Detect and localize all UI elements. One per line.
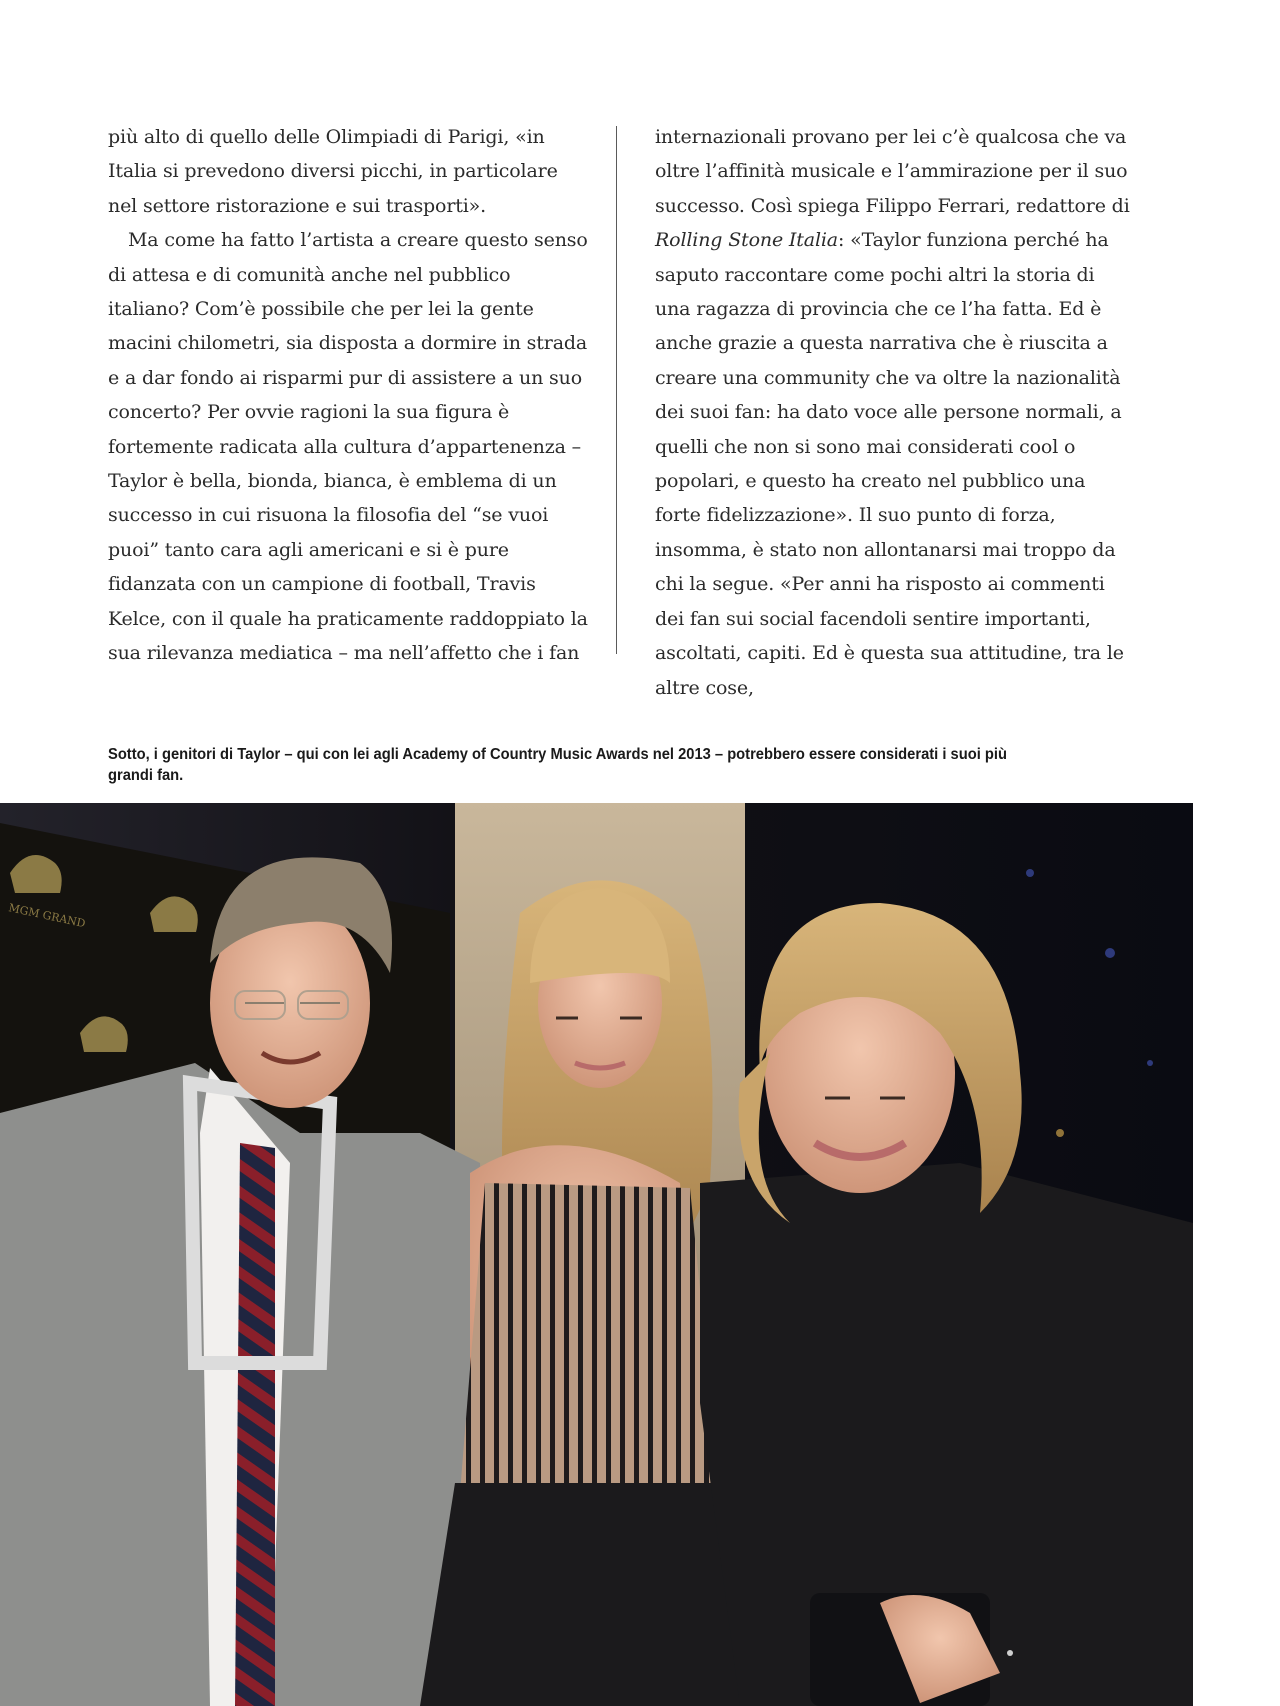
paragraph-text: : «Taylor funziona perché ha saputo raccontare come pochi altri la storia di una ragazza di provincia che ce l’ha fatta. Ed è anche grazie a questa narrativa che è riuscita a creare una community che va oltre la nazionalità dei suoi fan: ha dato voce alle persone normali, a quelli che non si sono mai considerati cool o popolari, e questo ha creato nel pubblico una forte fidelizzazione». Il suo punto di forza, insomma, è stato non allontanarsi mai troppo da chi la segue. «Per anni ha risposto ai commenti dei fan sui social facendoli sentire importanti, ascoltati, capiti. Ed è questa sua attitudine, tra le altre cose,: [655, 229, 1124, 699]
photo-taylor-with-parents: [0, 803, 1193, 1706]
magazine-title: Rolling Stone Italia: [655, 229, 838, 252]
article-column-right: [655, 120, 1130, 699]
photo-caption: Sotto, i genitori di Taylor – qui con lei agli Academy of Country Music Awards nel 2013 – potrebbero essere considerati i suoi più grandi fan.: [108, 746, 1007, 784]
column-divider: [616, 126, 617, 654]
paragraph: più alto di quello delle Olimpiadi di Parigi, «in Italia si prevedono diversi picchi, in particolare nel settore ristorazione e sui trasporti».: [108, 126, 558, 217]
paragraph-text: internazionali provano per lei c’è qualcosa che va oltre l’affinità musicale e l’ammirazione per il suo successo. Così spiega Filippo Ferrari, redattore di: [655, 126, 1130, 217]
article-column-left: [108, 120, 592, 665]
paragraph: Ma come ha fatto l’artista a creare questo senso di attesa e di comunità anche nel pubblico italiano? Com’è possibile che per lei la gente macini chilometri, sia disposta a dormire in strada e a dar fondo ai risparmi pur di assistere a un suo concerto? Per ovvie ragioni la sua figura è fortemente radicata alla cultura d’appartenenza – Taylor è bella, bionda, bianca, è emblema di un successo in cui risuona la filosofia del “se vuoi puoi” tanto cara agli americani e si è pure fidanzata con un campione di football, Travis Kelce, con il quale ha praticamente raddoppiato la sua rilevanza mediatica – ma nell’affetto che i fan: [108, 229, 588, 665]
backdrop-logo-text: MGM GRAND: [7, 901, 87, 931]
paragraph: [655, 120, 1130, 705]
